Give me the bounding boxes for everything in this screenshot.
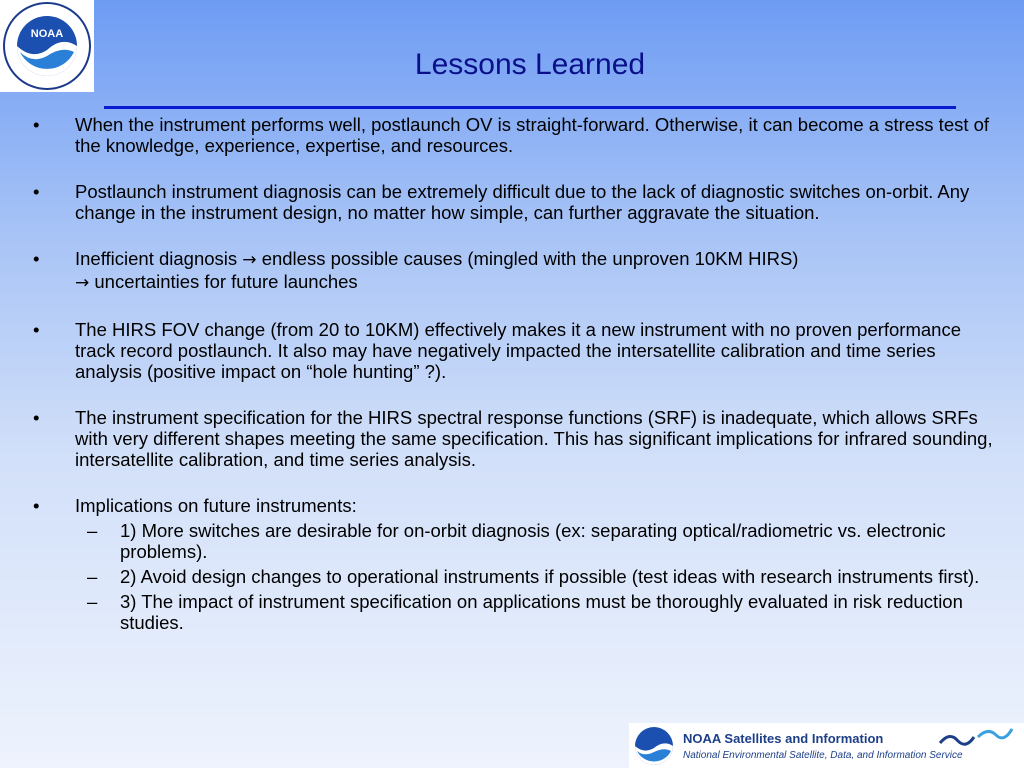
sub-glyph: – (87, 566, 98, 587)
footer-title: NOAA Satellites and Information (683, 731, 884, 746)
sub-list (75, 520, 995, 633)
title-underline (104, 106, 956, 109)
slide-content (30, 114, 995, 658)
bullet-text: The instrument specification for the HIRS spectral response functions (SRF) is inadequate, which allows SRFs with very different shapes meeting the same specification. This has significant implications for infrared sounding, intersatellite calibration, and time series analysis. (75, 407, 993, 470)
sub-item (75, 520, 995, 562)
sub-item (75, 566, 995, 587)
bullet-glyph: • (33, 181, 40, 202)
satellite-swoosh-icon (936, 723, 1016, 753)
bullet-item (30, 114, 995, 156)
arrow-icon: → (75, 273, 90, 293)
bullet-item (30, 495, 995, 633)
footer-subtitle: National Environmental Satellite, Data, and Information Service (683, 750, 963, 761)
svg-text:NOAA: NOAA (30, 28, 64, 40)
bullet-text: When the instrument performs well, postlaunch OV is straight-forward. Otherwise, it can become a stress test of the knowledge, experience, expertise, and resources. (75, 114, 990, 156)
sub-item (75, 591, 995, 633)
sub-glyph: – (87, 520, 98, 541)
bullet-glyph: • (33, 319, 40, 340)
bullet-glyph: • (33, 407, 40, 428)
bullet-item (30, 248, 995, 294)
slide-title: Lessons Learned (414, 48, 646, 81)
bullet-item (30, 407, 995, 470)
footer-banner (629, 723, 1024, 768)
noaa-small-logo-icon (631, 725, 677, 767)
sub-text: 2) Avoid design changes to operational instruments if possible (test ideas with research instruments first). (120, 566, 980, 587)
sub-text: 1) More switches are desirable for on-orbit diagnosis (ex: separating optical/radiometric vs. electronic problems). (120, 520, 946, 562)
arrow-icon: → (242, 250, 257, 270)
bullet-text: Postlaunch instrument diagnosis can be extremely difficult due to the lack of diagnostic switches on-orbit. Any change in the instrument design, no matter how simple, can further aggravate the situation. (75, 181, 970, 223)
bullet-text: endless possible causes (mingled with the unproven 10KM HIRS) (261, 248, 799, 269)
bullet-text: The HIRS FOV change (from 20 to 10KM) effectively makes it a new instrument with no proven performance track record postlaunch. It also may have negatively impacted the intersatellite calibration and time series analysis (positive impact on “hole hunting” ?). (75, 319, 961, 382)
bullet-glyph: • (33, 248, 40, 269)
bullet-glyph: • (33, 495, 40, 516)
bullet-item (30, 319, 995, 382)
bullet-text: Implications on future instruments: (75, 495, 357, 516)
bullet-item (30, 181, 995, 223)
bullet-text: Inefficient diagnosis (75, 248, 238, 269)
bullet-glyph: • (33, 114, 40, 135)
sub-glyph: – (87, 591, 98, 612)
sub-text: 3) The impact of instrument specification on applications must be thoroughly evaluated in risk reduction studies. (120, 591, 963, 633)
bullet-text: uncertainties for future launches (94, 271, 358, 292)
